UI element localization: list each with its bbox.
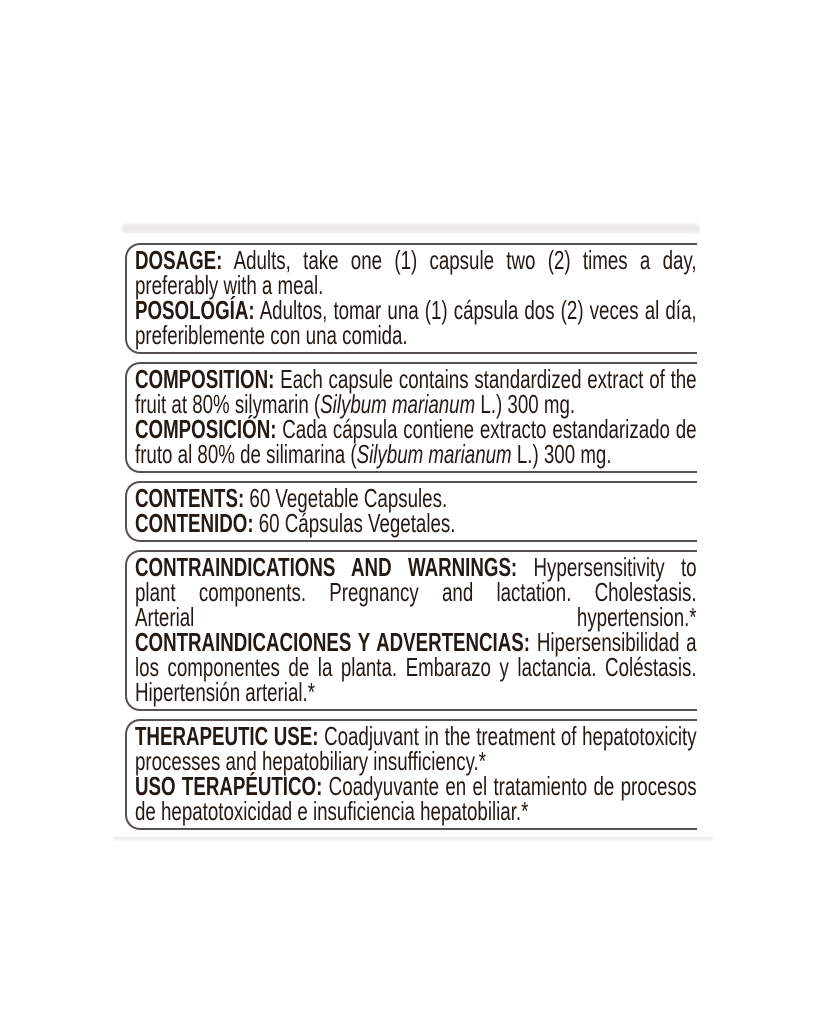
text-segment: 60 Cápsulas Vegetales. xyxy=(253,508,456,538)
composition-en xyxy=(135,364,697,419)
text-segment: Cada cápsula contiene extracto estandarizado de fruto al 80% de silimarina ( xyxy=(135,414,697,469)
contenido-es xyxy=(135,508,697,538)
cropped-label-edge-bottom xyxy=(113,837,713,840)
uso-terapeutico-heading: USO TERAPÉUTICO: xyxy=(135,771,323,801)
text-segment: Adultos, tomar una (1) cápsula dos (2) veces al día, preferiblemente con una comida. xyxy=(135,295,697,350)
text-segment: hypertension.* xyxy=(576,602,697,632)
text-segment: Arterial xyxy=(135,602,195,632)
posologia-heading: POSOLOGÍA: xyxy=(135,295,255,325)
section-composition xyxy=(125,362,697,473)
text-segment: Coadjuvant in the treatment of hepatotoxicity processes and hepatobiliary insufficiency.* xyxy=(135,721,697,776)
posologia-es xyxy=(135,295,697,350)
text-segment: L.) 300 mg. xyxy=(475,389,576,419)
species-name-en: Silybum marianum xyxy=(320,389,476,419)
section-contraindications-text xyxy=(135,552,697,707)
species-name-es: Silybum marianum xyxy=(356,439,512,469)
contenido-heading: CONTENIDO: xyxy=(135,508,254,538)
dosage-en xyxy=(135,245,697,300)
text-segment: Adults, take one (1) capsule two (2) times a day, preferably with a meal. xyxy=(135,245,697,300)
contraindicaciones-heading: CONTRAINDICACIONES Y ADVERTENCIAS: xyxy=(135,627,530,657)
contraindicaciones-es xyxy=(135,627,697,707)
section-therapeutic-use xyxy=(125,719,697,830)
composicion-heading: COMPOSICIÓN: xyxy=(135,414,277,444)
uso-terapeutico-es xyxy=(135,771,697,826)
dosage-heading: DOSAGE: xyxy=(135,245,223,275)
section-dosage xyxy=(125,243,697,354)
contents-heading: CONTENTS: xyxy=(135,483,245,513)
composicion-es xyxy=(135,414,697,469)
section-contents xyxy=(125,481,697,542)
text-segment: Coadyuvante en el tratamiento de procesos de hepatotoxicidad e insuficiencia hepatobiliar.* xyxy=(135,771,697,826)
therapeutic-use-heading: THERAPEUTIC USE: xyxy=(135,721,319,751)
section-therapeutic-use-text xyxy=(135,721,697,826)
section-composition-text xyxy=(135,364,697,469)
composition-heading: COMPOSITION: xyxy=(135,364,275,394)
therapeutic-use-en xyxy=(135,721,697,776)
cropped-label-edge-top xyxy=(122,224,700,233)
label-sections xyxy=(125,243,697,838)
text-segment: Hipersensibilidad a los componentes de la planta. Embarazo y lactancia. Coléstasis. Hipertensión arterial.* xyxy=(135,627,697,707)
text-segment: Each capsule contains standardized extract of the fruit at 80% silymarin ( xyxy=(135,364,697,419)
section-dosage-text xyxy=(135,245,697,350)
section-contents-text xyxy=(135,483,697,538)
contraindications-heading: CONTRAINDICATIONS AND WARNINGS: xyxy=(135,552,518,582)
contraindications-warnings-en xyxy=(135,552,697,607)
text-segment: Hypersensitivity to plant components. Pregnancy and lactation. Cholestasis. xyxy=(135,552,697,607)
text-segment: L.) 300 mg. xyxy=(511,439,612,469)
text-segment: 60 Vegetable Capsules. xyxy=(244,483,448,513)
section-contraindications xyxy=(125,550,697,711)
